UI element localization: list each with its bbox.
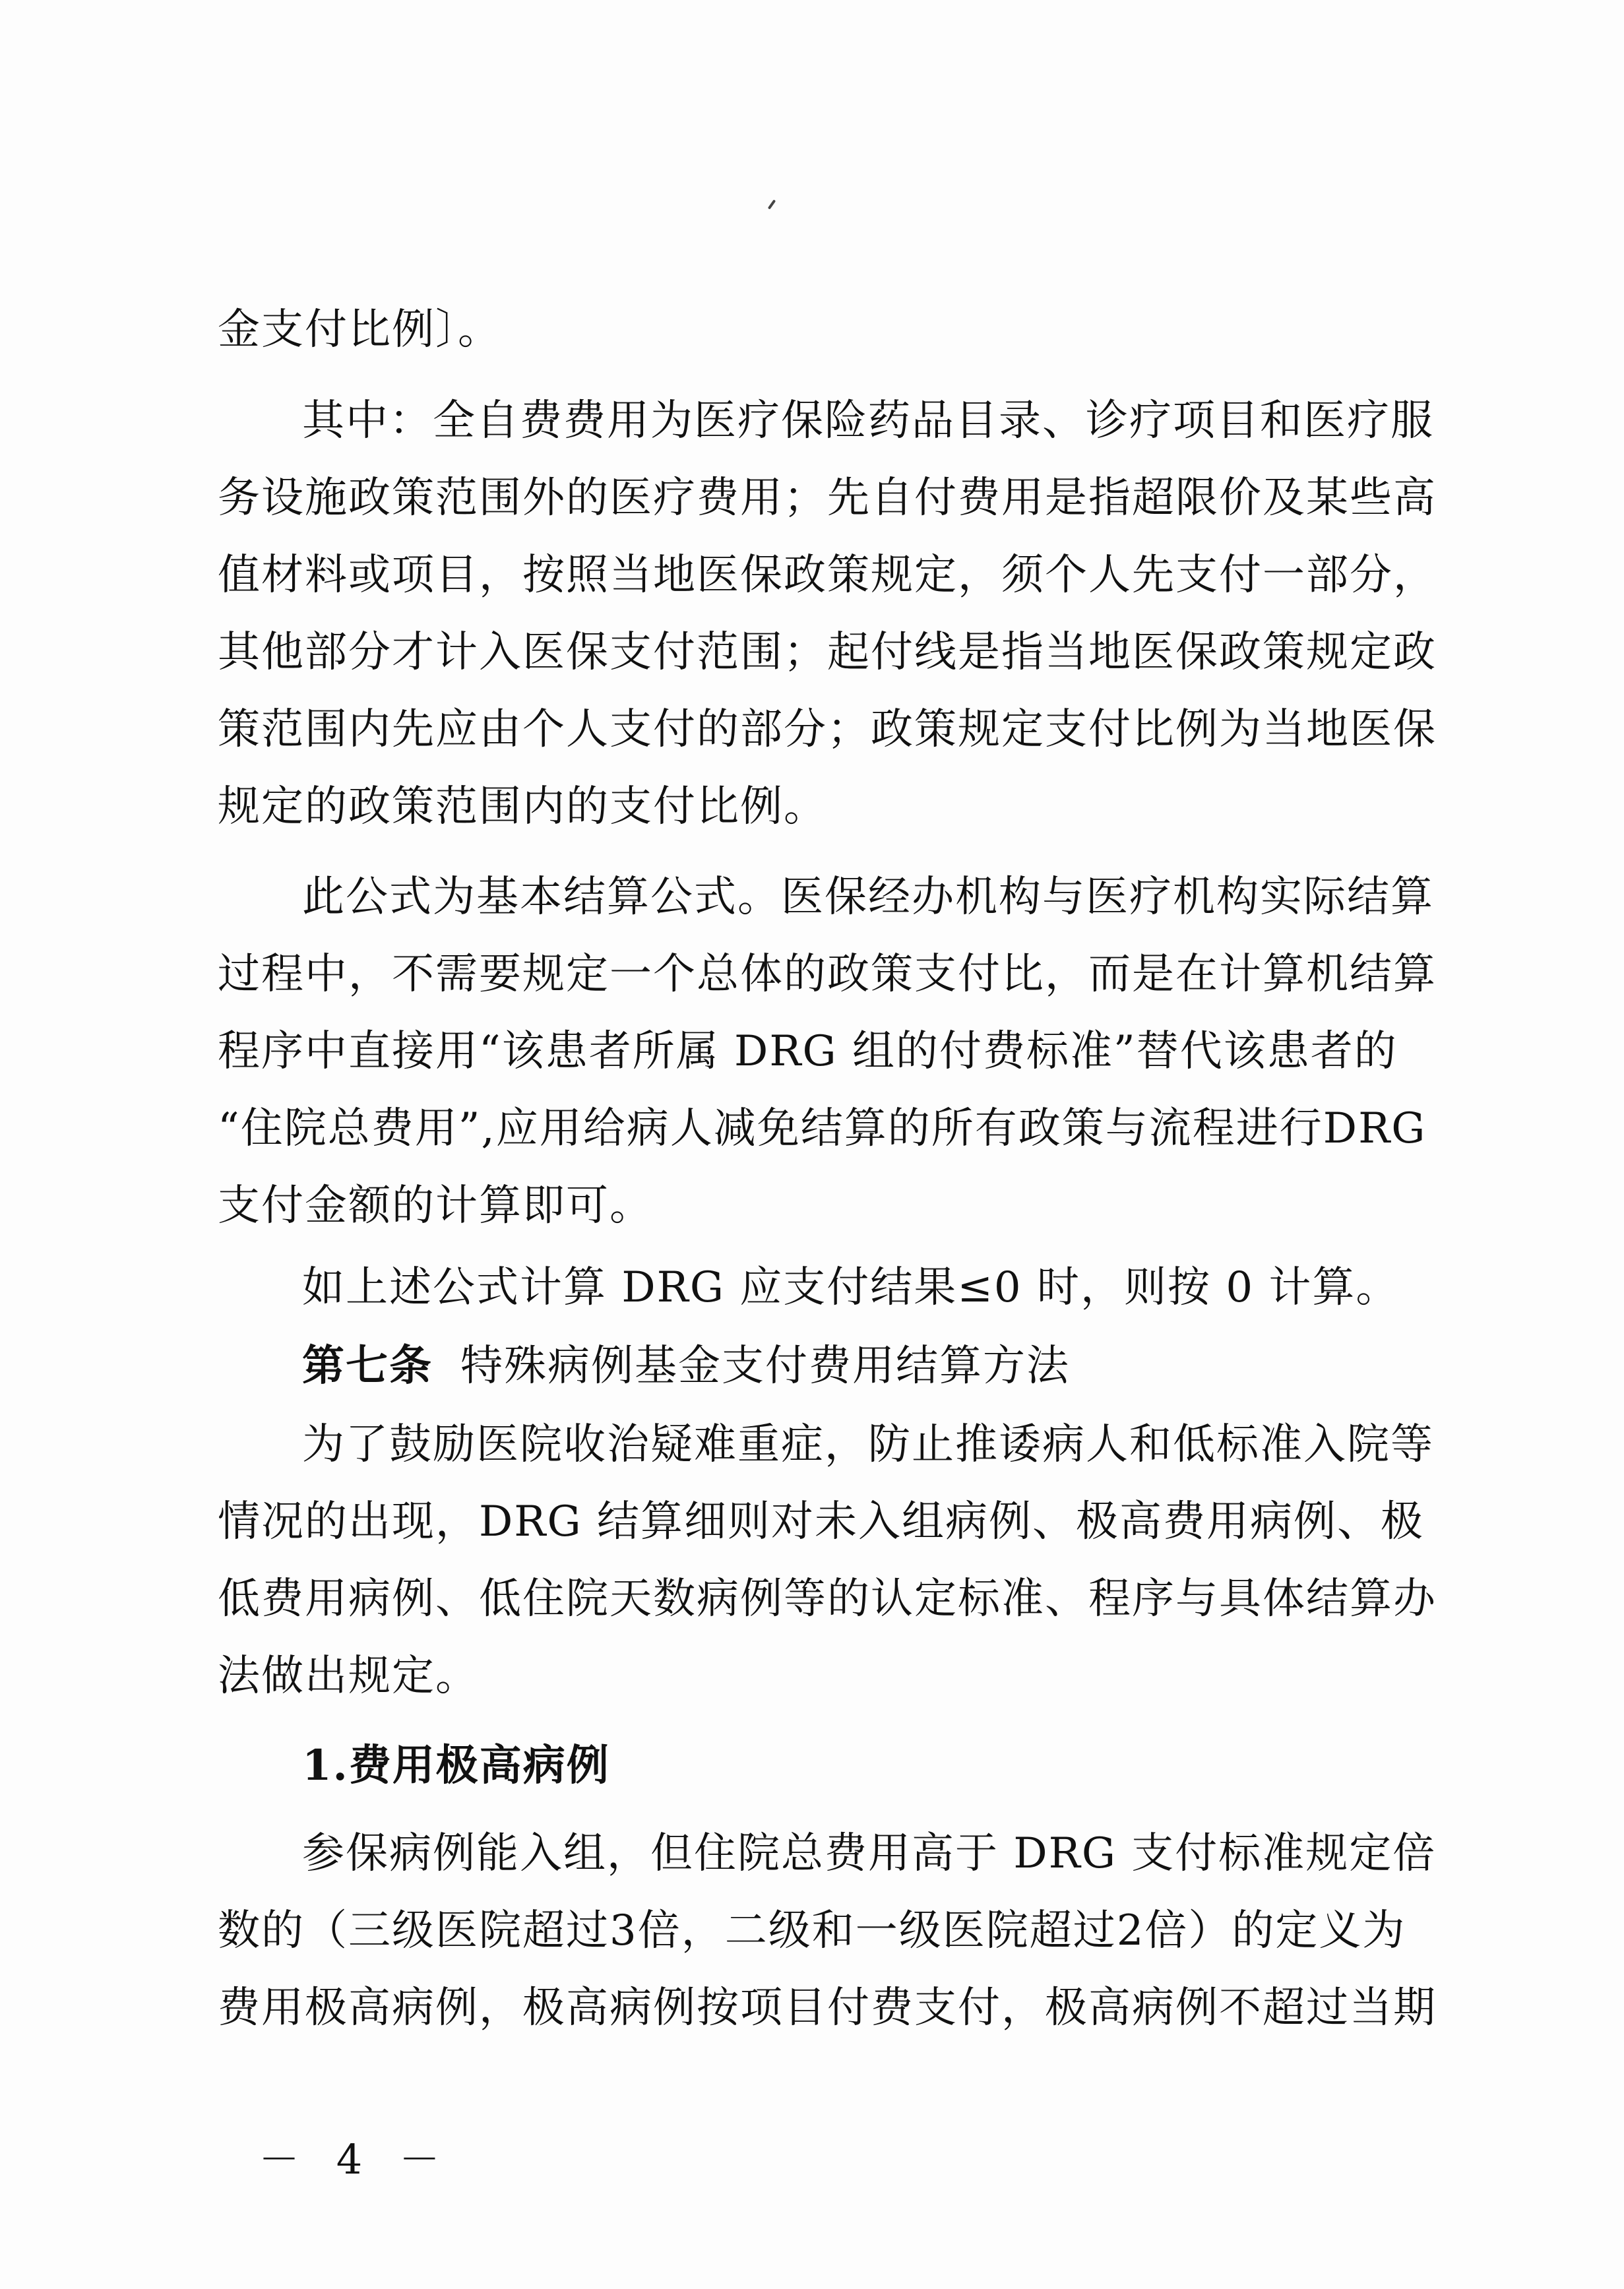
body-line: 法做出规定。 (218, 1652, 479, 1701)
page-number: － 4 － (259, 2135, 452, 2183)
body-line: 费用极高病例，极高病例按项目付费支付，极高病例不超过当期 (218, 1984, 1437, 2032)
body-line: 务设施政策范围外的医疗费用；先自付费用是指超限价及某些高 (218, 474, 1437, 522)
article-label: 第七条 (302, 1341, 433, 1391)
body-line: 过程中，不需要规定一个总体的政策支付比，而是在计算机结算 (218, 950, 1437, 999)
body-line: 值材料或项目，按照当地医保政策规定，须个人先支付一部分， (218, 551, 1437, 600)
body-line: 金支付比例〕。 (218, 305, 501, 354)
article-heading (302, 1340, 1070, 1393)
section-subheading: 1.费用极高病例 (302, 1741, 610, 1790)
body-line: 程序中直接用“该患者所属 DRG 组的付费标准”替代该患者的 (218, 1027, 1398, 1076)
body-line: 策范围内先应由个人支付的部分；政策规定支付比例为当地医保 (218, 705, 1437, 754)
scan-mark (768, 199, 776, 209)
article-title: 特殊病例基金支付费用结算方法 (460, 1342, 1070, 1391)
body-line: 其中：全自费费用为医疗保险药品目录、诊疗项目和医疗服 (302, 396, 1434, 445)
body-line: 如上述公式计算 DRG 应支付结果≤0 时，则按 0 计算。 (302, 1263, 1400, 1312)
body-line: 此公式为基本结算公式。医保经办机构与医疗机构实际结算 (302, 873, 1434, 922)
body-line: 参保病例能入组，但住院总费用高于 DRG 支付标准规定倍 (302, 1829, 1437, 1878)
body-line: “住院总费用”,应用给病人减免结算的所有政策与流程进行DRG (218, 1104, 1427, 1153)
body-line: 支付金额的计算即可。 (218, 1181, 653, 1230)
body-line: 其他部分才计入医保支付范围；起付线是指当地医保政策规定政 (218, 628, 1437, 677)
body-line: 情况的出现，DRG 结算细则对未入组病例、极高费用病例、极 (218, 1497, 1424, 1546)
body-line: 数的（三级医院超过3倍，二级和一级医院超过2倍）的定义为 (218, 1906, 1406, 1955)
body-line: 为了鼓励医院收治疑难重症，防止推诿病人和低标准入院等 (302, 1420, 1434, 1469)
body-line: 规定的政策范围内的支付比例。 (218, 782, 827, 831)
body-line: 低费用病例、低住院天数病例等的认定标准、程序与具体结算办 (218, 1575, 1437, 1623)
